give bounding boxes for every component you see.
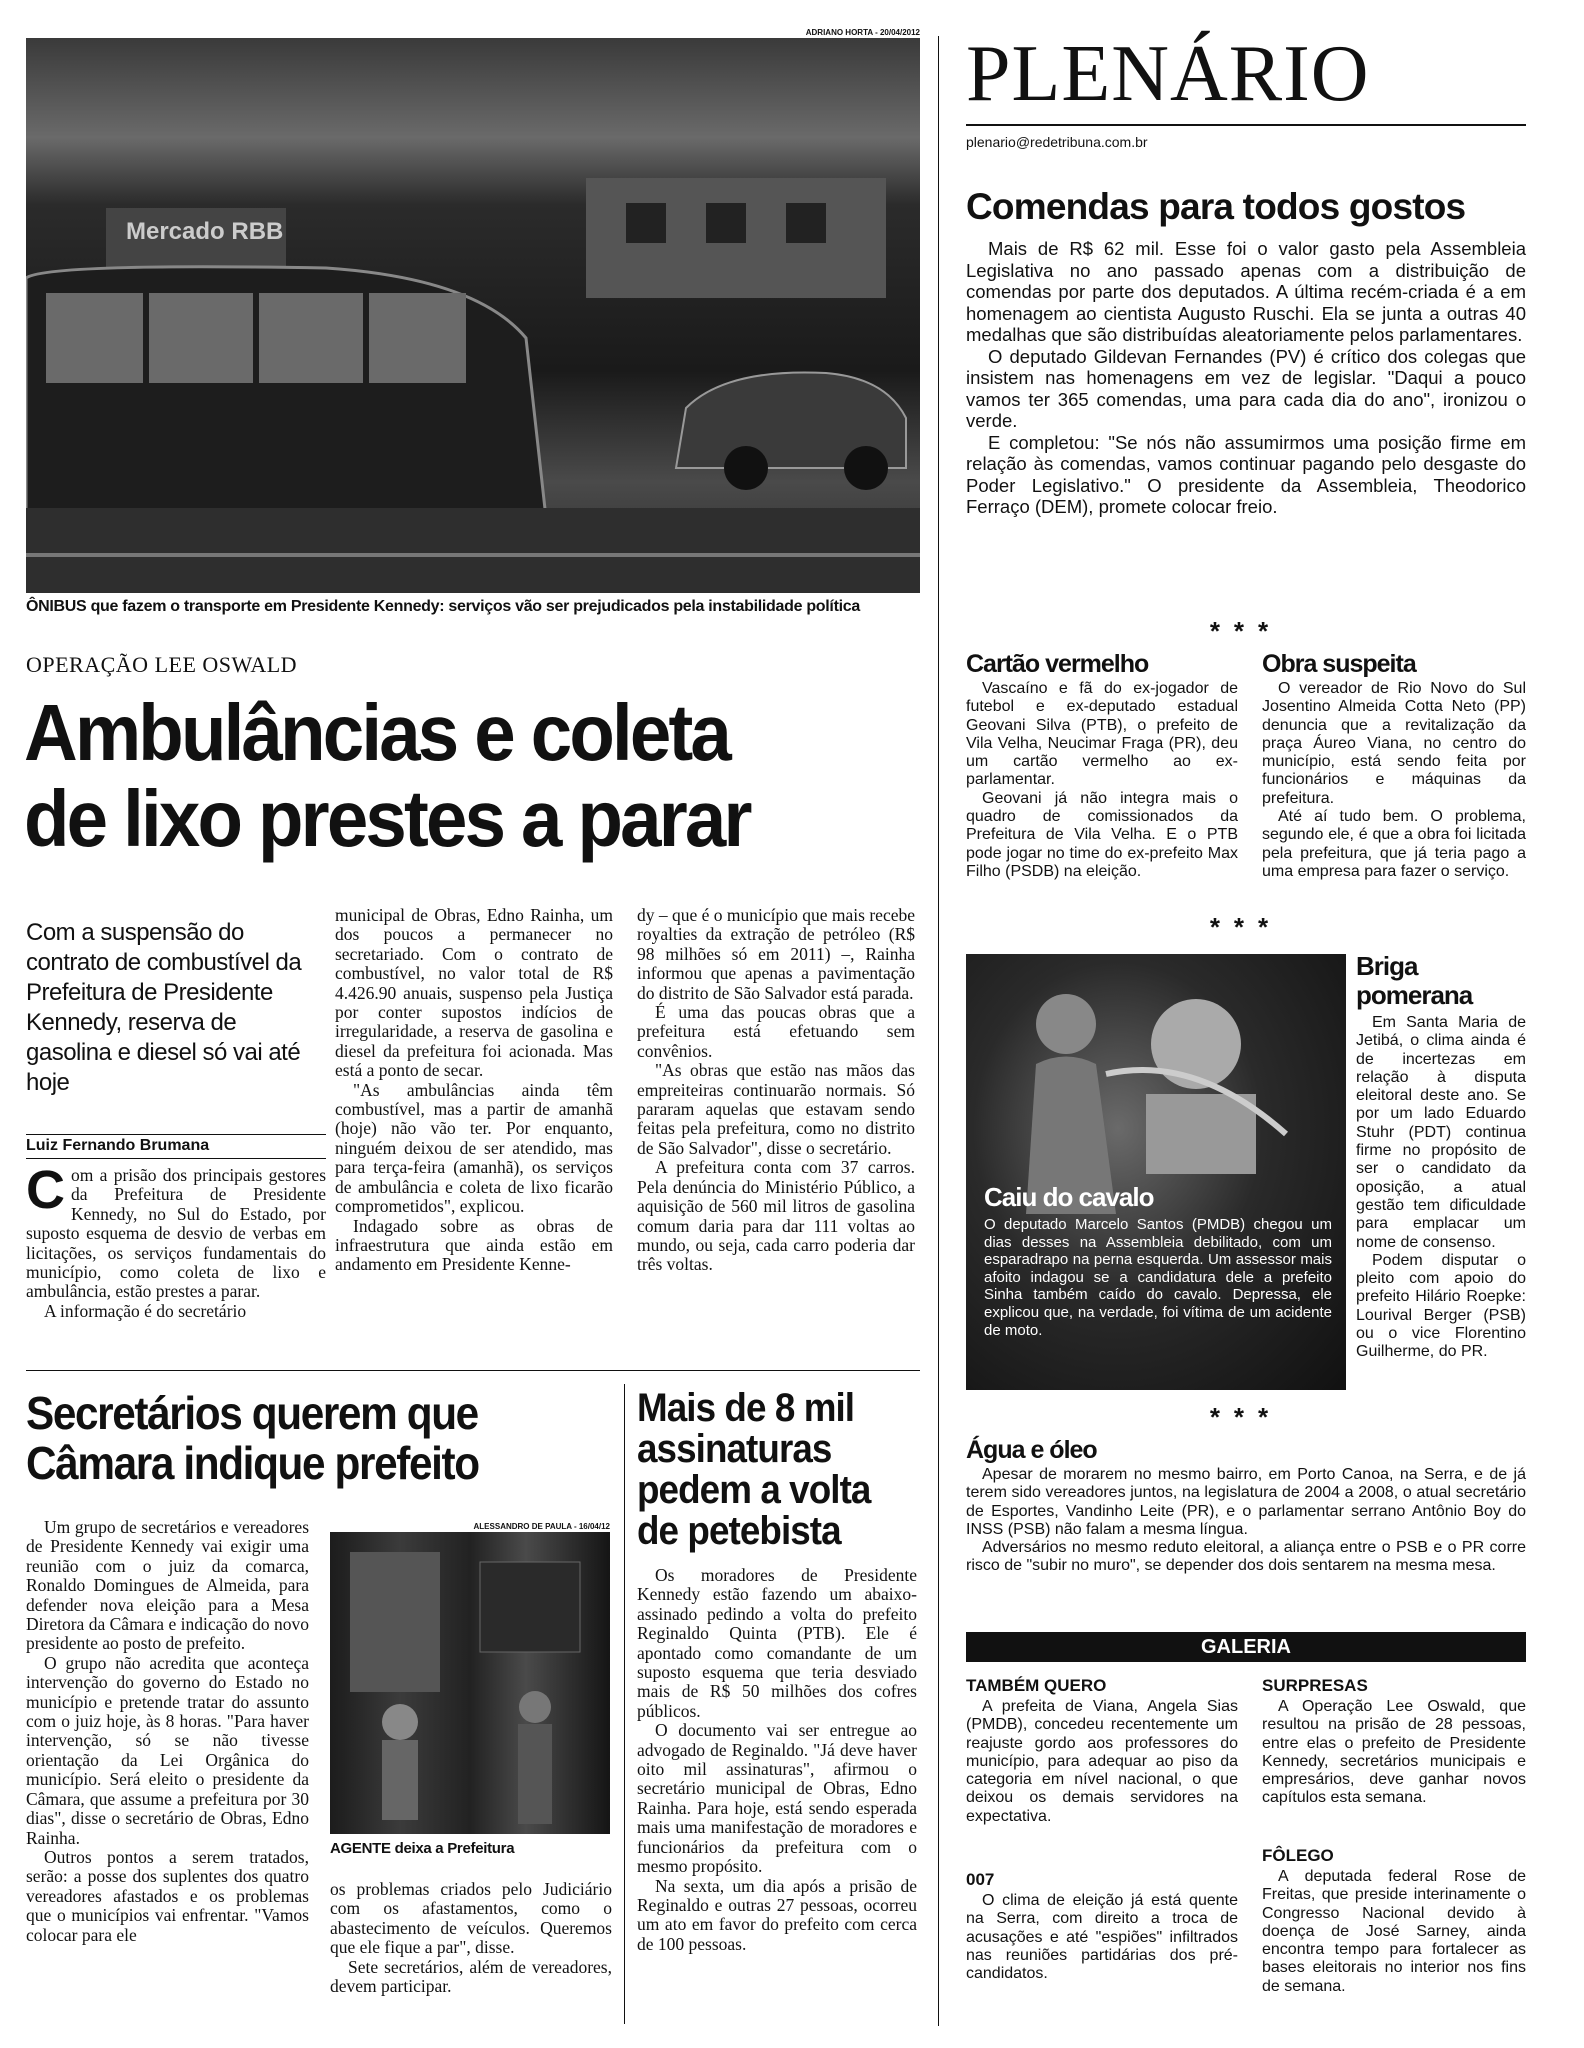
t007-title: 007 <box>966 1870 995 1889</box>
comendas-title: Comendas para todos gostos <box>966 186 1466 227</box>
main-col2-p3: Indagado sobre as obras de infraestrutura que ainda estão em andamento em Presidente Kenne- <box>335 1215 613 1275</box>
agua-title: Água e óleo <box>966 1436 1097 1464</box>
comendas-body <box>966 238 1526 518</box>
comendas-p1: Mais de R$ 62 mil. Esse foi o valor gasto pela Assembleia Legislativa no ano passado apenas com a distribuição de comendas por parte dos deputados. A última recém-criada é a em homenagem ao cientista Augusto Ruschi. Ela se junta a outras 40 medalhas que são distribuídas aleatoriamente pelos parlamentares. <box>966 238 1526 345</box>
separator-2: *** <box>1209 912 1283 942</box>
tambem-body <box>966 1698 1238 1826</box>
main-byline: Luiz Fernando Brumana <box>26 1137 210 1154</box>
top-photo-sign: Mercado RBB <box>126 218 284 245</box>
galeria-bar <box>966 1632 1526 1662</box>
obra-p1: O vereador de Rio Novo do Sul Josentino Almeida Cotta Neto (PP) denuncia que a revitalização da praça Áureo Viana, no centro do município, está sendo feita por funcionários e máquinas da prefeitura. <box>1262 680 1526 807</box>
surpresas-text: A Operação Lee Oswald, que resultou na prisão de 28 pessoas, entre elas o prefeito de Presidente Kennedy, secretários municipais e empresários, deve ganhar novos capítulos esta semana. <box>1262 1698 1526 1807</box>
cartao-p1: Vascaíno e fã do ex-jogador de futebol e ex-deputado estadual Geovani Silva (PTB), o prefeito de Vila Velha, Neucimar Fraga (PR), deu um cartão vermelho ao ex-parlamentar. <box>966 680 1238 789</box>
obra-p2: Até aí tudo bem. O problema, segundo ele, é que a obra foi licitada pela prefeitura, que já teria pago a uma empresa para fazer o serviço. <box>1262 808 1526 880</box>
main-col2-p1: municipal de Obras, Edno Rainha, um dos poucos a permanecer no secretariado. Com o contrato de combustível, no valor total de R$ 4.426.90 anuais, suspenso pela Justiça por conter supostos indícios de irregularidade, a reserva de gasolina e diesel da prefeitura foi acionada. Mas está a ponto de secar. <box>335 905 613 1081</box>
main-col2-p2: "As ambulâncias ainda têm combustível, mas a partir de amanhã (hoje) não vão ter. Por enquanto, ninguém deixou de ser atendido, mas para terça-feira (amanhã), os serviços de ambulância e coleta de lixo ficarão comprometidos", explicou. <box>335 1079 613 1217</box>
secretarios-headline-line1: Secretários querem que <box>26 1387 478 1439</box>
folego-title: FÔLEGO <box>1262 1846 1334 1865</box>
tambem-title: TAMBÉM QUERO <box>966 1676 1107 1695</box>
plenario-title: PLENÁRIO <box>966 30 1370 118</box>
top-photo <box>26 38 920 593</box>
main-col1-p1: om a prisão dos principais gestores da Prefeitura de Presidente Kennedy, no Sul do Estado, por suposto esquema de desvio de verbas em licitações, os serviços fundamentais do município, como coleta de lixo e ambulância, estão prestes a parar. <box>26 1165 326 1302</box>
main-col3-p1: dy – que é o município que mais recebe royalties da extração de petróleo (R$ 98 milhões só em 2011) –, Rainha informou que apenas a pavimentação do distrito de São Salvador está parada. <box>637 905 915 1003</box>
main-deck: Com a suspensão do contrato de combustível da Prefeitura de Presidente Kennedy, reserva de gasolina e diesel só vai até hoje <box>26 919 302 1096</box>
secretarios-col1 <box>26 1518 309 1945</box>
top-photo-caption-lead: ÔNIBUS <box>26 598 87 615</box>
story-divider-vertical <box>624 1384 625 2024</box>
t007-body <box>966 1892 1238 1983</box>
galeria-label: GALERIA <box>1201 1636 1291 1658</box>
agua-p2: Adversários no mesmo reduto eleitoral, a aliança entre o PSB e o PR corre risco de "subir no muro", se depender dos dois sentarem na mesma mesa. <box>966 1539 1526 1575</box>
caiu-photo <box>966 954 1346 1390</box>
main-col2 <box>335 906 613 1275</box>
secretarios-col2-p1: os problemas criados pelo Judiciário com os afastamentos, como o abastecimento de veículos. Queremos que ele fique a par", disse. <box>330 1879 612 1958</box>
main-col1 <box>26 1160 326 1321</box>
assinaturas-headline-line1: Mais de 8 mil <box>637 1386 855 1430</box>
secretarios-headline-line2: Câmara indique prefeito <box>26 1437 479 1489</box>
plenario-email: plenario@redetribuna.com.br <box>966 134 1148 150</box>
folego-body <box>1262 1868 1526 1996</box>
obra-title: Obra suspeita <box>1262 650 1416 678</box>
main-kicker: OPERAÇÃO LEE OSWALD <box>26 652 298 677</box>
briga-body <box>1356 1014 1526 1362</box>
secretarios-photo-caption-lead: AGENTE <box>330 1840 391 1857</box>
secretarios-headline <box>26 1388 578 1488</box>
top-photo-caption-text: que fazem o transporte em Presidente Kennedy: serviços vão ser prejudicados pela instabilidade política <box>86 598 860 615</box>
folego-text: A deputada federal Rose de Freitas, que preside interinamente o Congresso Nacional devido à doença de José Sarney, ainda encontra tempo para fortalecer as bases eleitorais no interior nos fins de semana. <box>1262 1868 1526 1995</box>
assinaturas-headline-line3: pedem a volta <box>637 1468 871 1512</box>
secretarios-photo-credit: ALESSANDRO DE PAULA - 16/04/12 <box>473 1522 610 1531</box>
agua-body <box>966 1466 1526 1576</box>
main-headline <box>24 690 861 862</box>
briga-title: Briga pomerana <box>1356 951 1473 1010</box>
main-dropcap: C <box>26 1160 65 1220</box>
secretarios-col1-p1: Um grupo de secretários e vereadores de Presidente Kennedy vai exigir uma reunião com o juiz da comarca, Ronaldo Domingues de Almeida, para defender nova eleição para a Mesa Diretora da Câmara e indicação do novo presidente ao posto de prefeito. <box>26 1517 309 1654</box>
secretarios-photo-caption-text: deixa a Prefeitura <box>390 1840 515 1857</box>
assinaturas-p2: O documento vai ser entregue ao advogado de Reginaldo. "Já deve haver oito mil assinaturas", afirmou o secretário municipal de Obras, Edno Rainha. Para hoje, está sendo esperada mais uma manifestação de moradores e funcionários da prefeitura com o mesmo propósito. <box>637 1720 917 1877</box>
main-col3-p3: "As obras que estão nas mãos das empreiteiras continuarão normais. Só pararam aquelas que estavam sendo feitas pela prefeitura, como no distrito de São Salvador", disse o secretário. <box>637 1060 915 1158</box>
t007-text: O clima de eleição já está quente na Serra, com direito a troca de acusações e até "espiões" infiltrados nas reuniões partidárias dos pré-candidatos. <box>966 1892 1238 1983</box>
surpresas-title: SURPRESAS <box>1262 1676 1368 1695</box>
assinaturas-body <box>637 1566 917 1954</box>
plenario-title-rule <box>966 124 1526 126</box>
caiu-photo-title: Caiu do cavalo <box>984 1182 1154 1212</box>
secretarios-photo <box>330 1532 610 1834</box>
tambem-text: A prefeita de Viana, Angela Sias (PMDB), concedeu recentemente um reajuste gordo aos professores do município, para adequar ao piso da categoria em nível nacional, o que deixou os demais servidores na expectativa. <box>966 1698 1238 1825</box>
assinaturas-headline <box>637 1388 913 1552</box>
assinaturas-headline-line2: assinaturas <box>637 1427 832 1471</box>
secretarios-photo-caption <box>330 1840 612 1857</box>
secretarios-col1-p3: Outros pontos a serem tratados, serão: a posse dos suplentes dos quatro vereadores afastados e os problemas que o municípios vai enfrentar. "Vamos colocar para ele <box>26 1846 309 1945</box>
main-headline-line2: de lixo prestes a parar <box>24 774 750 863</box>
surpresas-body <box>1262 1698 1526 1808</box>
cartao-title: Cartão vermelho <box>966 650 1149 678</box>
separator-3: *** <box>1209 1402 1283 1432</box>
cartao-p2: Geovani já não integra mais o quadro de comissionados da Prefeitura de Vila Velha. E o PTB pode jogar no time do ex-prefeito Max Filho (PSDB) na eleição. <box>966 789 1238 880</box>
cartao-body <box>966 680 1238 881</box>
byline-rule-top <box>26 1134 326 1135</box>
main-col3-p4: A prefeitura conta com 37 carros. Pela denúncia do Ministério Público, a aquisição de 560 mil litros de gasolina comum daria para dar 111 voltas ao mundo, ou seja, cada carro poderia dar três voltas. <box>637 1157 915 1275</box>
main-col3 <box>637 906 915 1275</box>
caiu-photo-text: O deputado Marcelo Santos (PMDB) chegou um dias desses na Assembleia debilitado, com um esparadrapo na perna esquerda. Um assessor mais afoito indagou se a candidatura dele a prefeito Sinha também caído do cavalo. Depressa, ele explicou que, na verdade, foi vítima de um acidente de moto. <box>984 1216 1332 1339</box>
assinaturas-headline-line4: de petebista <box>637 1509 841 1553</box>
comendas-p3: E completou: "Se nós não assumirmos uma posição firme em relação às comendas, vamos continuar pagando pelo desgaste do Poder Legislativo." O presidente da Assembleia, Theodorico Ferraço (DEM), promete colocar freio. <box>966 431 1526 517</box>
assinaturas-p1: Os moradores de Presidente Kennedy estão fazendo um abaixo-assinado pedindo a volta do prefeito Reginaldo Quinta (PTB). Ele é apontado como comandante de um suposto esquema que teria desviado mais de R$ 50 milhões dos cofres públicos. <box>637 1565 917 1721</box>
briga-p1: Em Santa Maria de Jetibá, o clima ainda é de incertezas em relação à disputa eleitoral deste ano. Se por um lado Eduardo Stuhr (PDT) continua firme no propósito de ser o candidato da oposição, a atual gestão tem dificuldade para emplacar um nome de consenso. <box>1356 1014 1526 1251</box>
main-headline-line1: Ambulâncias e coleta <box>24 688 730 777</box>
secretarios-col1-p2: O grupo não acredita que aconteça intervenção do governo do Estado no município e pretende tratar do assunto com o juiz hoje, às 8 horas. "Para haver intervenção, só se não tivesse orientação da Lei Orgânica do município. Será eleito o presidente da Câmara, que assume a prefeitura por 30 dias", disse o secretário de Obras, Edno Rainha. <box>26 1652 309 1848</box>
obra-body <box>1262 680 1526 881</box>
top-photo-caption <box>26 598 926 616</box>
secretarios-col2-p2: Sete secretários, além de vereadores, devem participar. <box>330 1956 612 1997</box>
byline-rule-bottom <box>26 1158 326 1159</box>
comendas-p2: O deputado Gildevan Fernandes (PV) é crítico dos colegas que insistem nas homenagens em vez de legislar. "Daqui a pouco vamos ter 365 comendas, uma para cada dia do ano", ironizou o verde. <box>966 345 1526 431</box>
main-col1-p2: A informação é do secretário <box>44 1300 247 1321</box>
assinaturas-p3: Na sexta, um dia após a prisão de Reginaldo e outras 27 pessoas, ocorreu um ato em favor do prefeito com cerca de 100 pessoas. <box>637 1875 917 1954</box>
top-photo-credit: ADRIANO HORTA - 20/04/2012 <box>805 28 920 37</box>
agua-p1: Apesar de morarem no mesmo bairro, em Porto Canoa, na Serra, e de já terem sido vereadores juntos, na legislatura de 2004 a 2008, o atual secretário de Esportes, Vandinho Leite (PR), e o parlamentar serrano Antônio Boy do INSS (PSB) não falam a mesma língua. <box>966 1466 1526 1538</box>
column-divider <box>938 36 939 2026</box>
main-col3-p2: É uma das poucas obras que a prefeitura está efetuando sem convênios. <box>637 1002 915 1061</box>
secretarios-col2 <box>330 1880 612 1996</box>
main-bottom-rule <box>26 1370 920 1371</box>
briga-p2: Podem disputar o pleito com apoio do prefeito Hilário Roepke: Lourival Berger (PSB) ou o vice Florentino Guilherme, do PR. <box>1356 1251 1526 1361</box>
separator-1: *** <box>1209 616 1283 646</box>
